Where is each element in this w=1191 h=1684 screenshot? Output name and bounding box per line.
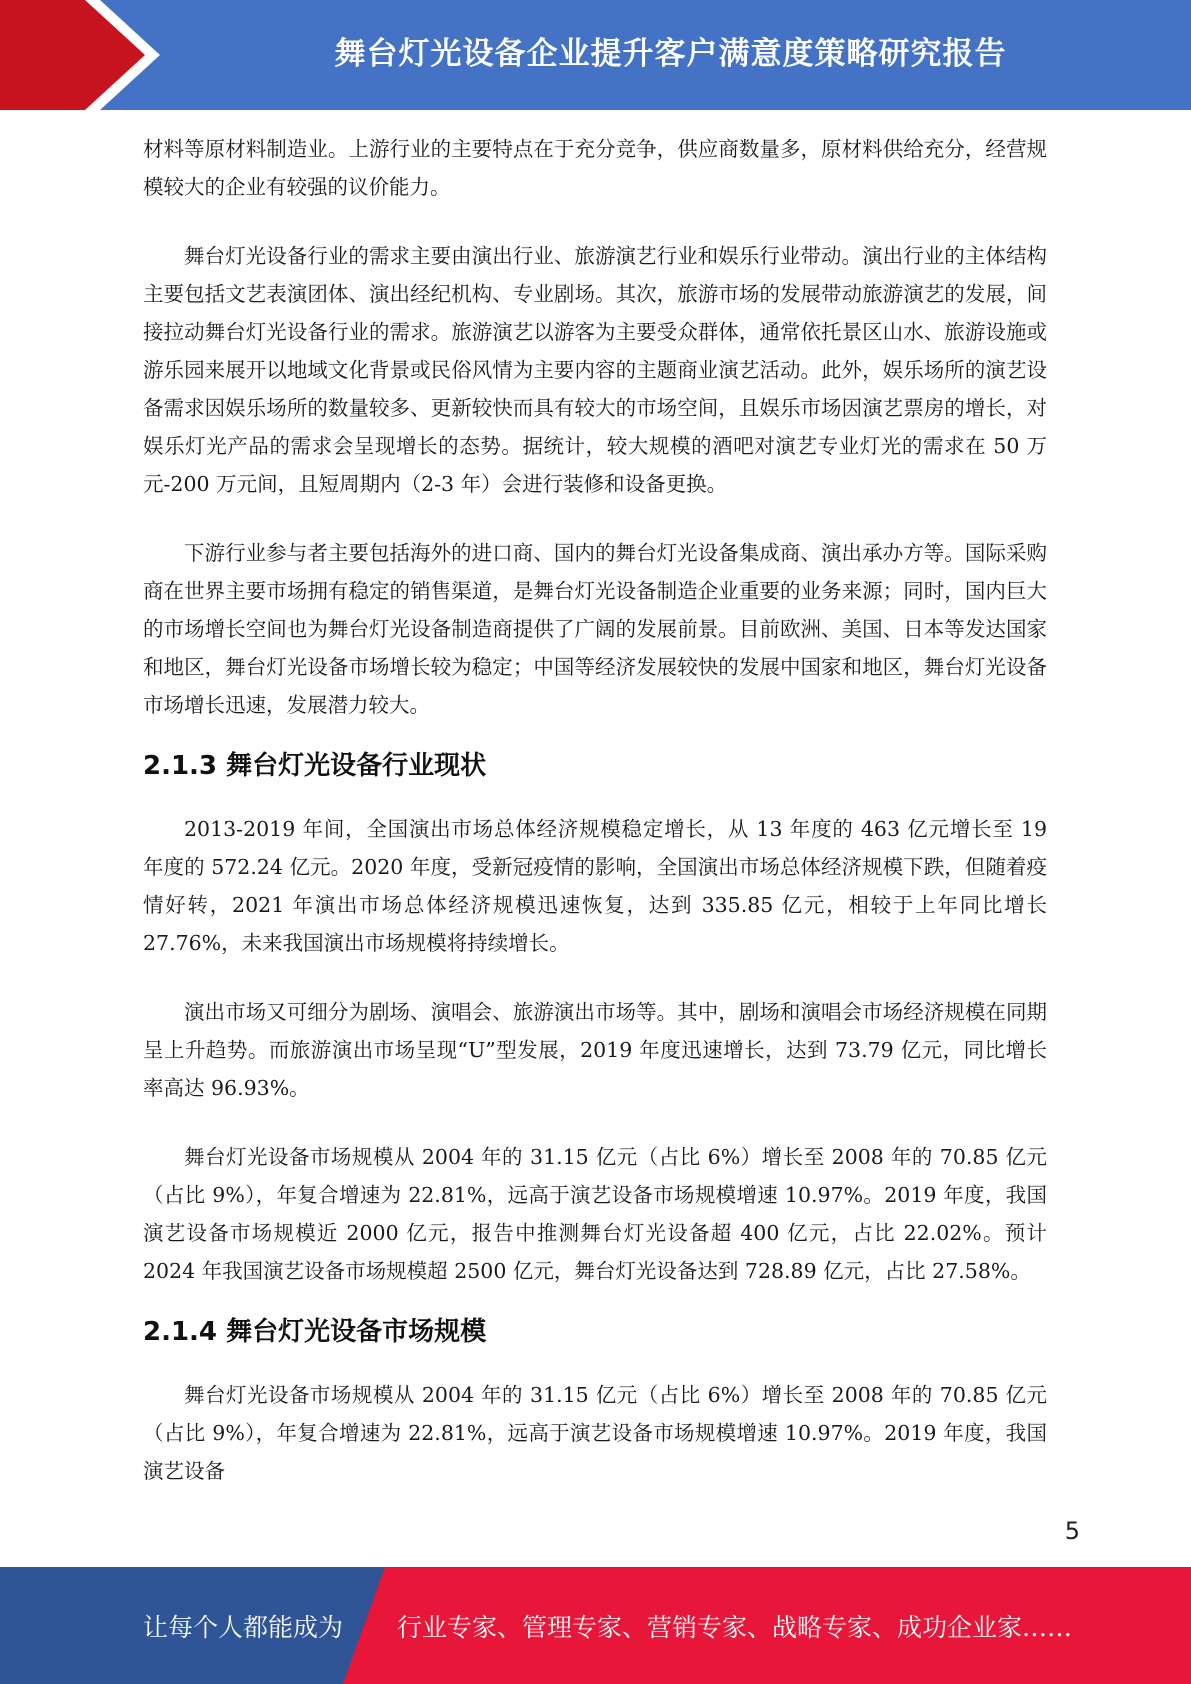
paragraph-1: 材料等原材料制造业。上游行业的主要特点在于充分竞争，供应商数量多，原材料供给充分，经营规模较大的企业有较强的议价能力。	[143, 137, 1047, 199]
report-title: 舞台灯光设备企业提升客户满意度策略研究报告	[334, 35, 1007, 72]
footer-slogan-right: 行业专家、管理专家、营销专家、战略专家、成功企业家……	[397, 1612, 1073, 1642]
paragraph-7: 舞台灯光设备市场规模从 2004 年的 31.15 亿元（占比 6%）增长至 2008 年的 70.85 亿元（占比 9%），年复合增速为 22.81%，远高于演艺设备市场规模增速 10.97%。2019 年度，我国演艺设备	[143, 1383, 1047, 1483]
paragraph-2: 舞台灯光设备行业的需求主要由演出行业、旅游演艺行业和娱乐行业带动。演出行业的主体结构主要包括文艺表演团体、演出经纪机构、专业剧场。其次，旅游市场的发展带动旅游演艺的发展，间接拉动舞台灯光设备行业的需求。旅游演艺以游客为主要受众群体，通常依托景区山水、旅游设施或游乐园来展开以地域文化背景或民俗风情为主要内容的主题商业演艺活动。此外，娱乐场所的演艺设备需求因娱乐场所的数量较多、更新较快而具有较大的市场空间，且娱乐市场因演艺票房的增长，对娱乐灯光产品的需求会呈现增长的态势。据统计，较大规模的酒吧对演艺专业灯光的需求在 50 万元-200 万元间，且短周期内（2-3 年）会进行装修和设备更换。	[143, 244, 1047, 496]
header-red-arrow	[0, 0, 160, 110]
section-heading-2-1-4: 2.1.4 舞台灯光设备市场规模	[143, 1317, 487, 1347]
paragraph-4: 2013-2019 年间，全国演出市场总体经济规模稳定增长，从 13 年度的 463 亿元增长至 19 年度的 572.24 亿元。2020 年度，受新冠疫情的影响，全国演出市场总体经济规模下跌，但随着疫情好转，2021 年演出市场总体经济规模迅速恢复，达到 335.85 亿元，相较于上年同比增长 27.76%，未来我国演出市场规模将持续增长。	[143, 817, 1047, 955]
page-footer	[0, 1567, 1191, 1684]
page-header	[0, 0, 1191, 110]
page-number: 5	[1064, 1517, 1080, 1545]
paragraph-5: 演出市场又可细分为剧场、演唱会、旅游演出市场等。其中，剧场和演唱会市场经济规模在同期呈上升趋势。而旅游演出市场呈现“U”型发展，2019 年度迅速增长，达到 73.79 亿元，同比增长率高达 96.93%。	[143, 1000, 1047, 1100]
paragraph-3: 下游行业参与者主要包括海外的进口商、国内的舞台灯光设备集成商、演出承办方等。国际采购商在世界主要市场拥有稳定的销售渠道，是舞台灯光设备制造企业重要的业务来源；同时，国内巨大的市场增长空间也为舞台灯光设备制造商提供了广阔的发展前景。目前欧洲、美国、日本等发达国家和地区，舞台灯光设备市场增长较为稳定；中国等经济发展较快的发展中国家和地区，舞台灯光设备市场增长迅速，发展潜力较大。	[143, 541, 1047, 717]
footer-slogan-left: 让每个人都能成为	[143, 1612, 344, 1642]
section-heading-2-1-3: 2.1.3 舞台灯光设备行业现状	[143, 751, 487, 781]
paragraph-6: 舞台灯光设备市场规模从 2004 年的 31.15 亿元（占比 6%）增长至 2008 年的 70.85 亿元（占比 9%），年复合增速为 22.81%，远高于演艺设备市场规模增速 10.97%。2019 年度，我国演艺设备市场规模近 2000 亿元，报告中推测舞台灯光设备超 400 亿元，占比 22.02%。预计 2024 年我国演艺设备市场规模超 2500 亿元，舞台灯光设备达到 728.89 亿元，占比 27.58%。	[143, 1145, 1047, 1283]
page-content	[143, 130, 1047, 1490]
